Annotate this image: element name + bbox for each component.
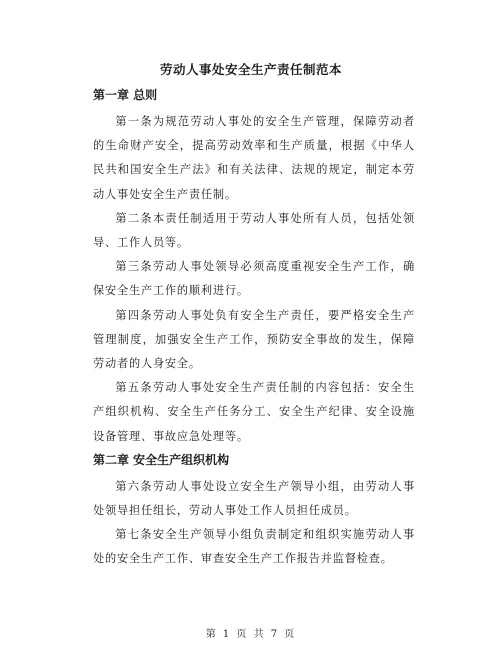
paragraph: 第七条安全生产领导小组负责制定和组织实施劳动人事处的安全生产工作、审查安全生产工作报告并监督检查。: [93, 528, 415, 566]
paragraph: 第三条劳动人事处领导必须高度重视安全生产工作，确保安全生产工作的顺利进行。: [93, 260, 415, 298]
document-title: 劳动人事处安全生产责任制范本: [159, 62, 342, 77]
page-number-footer: 第 1 页 共 7 页: [205, 629, 297, 640]
document-body: [93, 84, 415, 572]
paragraph: 第四条劳动人事处负有安全生产责任，要严格安全生产管理制度，加强安全生产工作，预防安全事故的发生，保障劳动者的人身安全。: [93, 308, 415, 371]
paragraph: 第一条为规范劳动人事处的安全生产管理，保障劳动者的生命财产安全，提高劳动效率和生产质量，根据《中华人民共和国安全生产法》和有关法律、法规的规定，制定本劳动人事处安全生产责任制。: [93, 115, 415, 201]
paragraph: 第二条本责任制适用于劳动人事处所有人员，包括处领导、工作人员等。: [93, 211, 415, 250]
chapter-heading: 第一章 总则: [93, 88, 158, 102]
paragraph: 第六条劳动人事处设立安全生产领导小组，由劳动人事处领导担任组长，劳动人事处工作人员担任成员。: [93, 479, 415, 518]
paragraph: 第五条劳动人事处安全生产责任制的内容包括：安全生产组织机构、安全生产任务分工、安全生产纪律、安全设施设备管理、事故应急处理等。: [93, 381, 415, 443]
chapter-heading: 第二章 安全生产组织机构: [93, 452, 230, 467]
